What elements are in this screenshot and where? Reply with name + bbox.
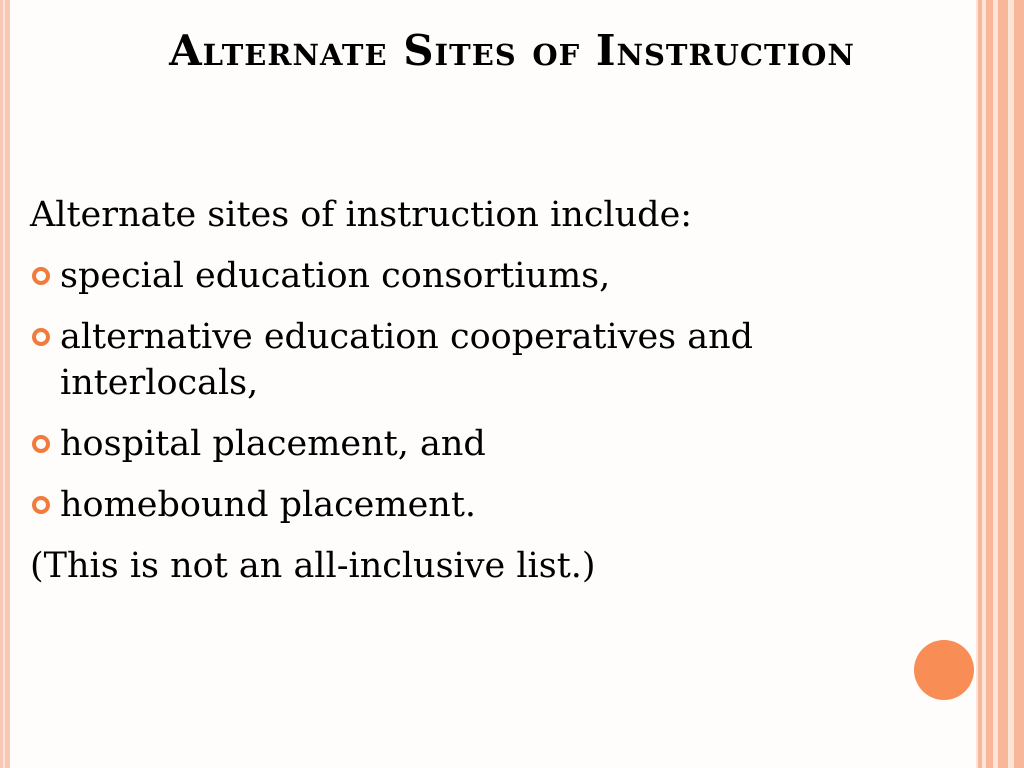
bullet-item <box>30 421 940 467</box>
ring-bullet-icon <box>32 496 50 514</box>
bullet-item <box>30 253 940 299</box>
right-stripe <box>978 0 982 768</box>
bullet-item <box>30 482 940 528</box>
note-text: (This is not an all-inclusive list.) <box>30 546 596 586</box>
bullet-item <box>30 314 940 406</box>
bullet-text: alternative education cooperatives and interlocals, <box>60 317 754 403</box>
slide-title: Alternate Sites of Instruction <box>169 26 855 75</box>
ring-bullet-icon <box>32 267 50 285</box>
ring-bullet-icon <box>32 328 50 346</box>
right-stripe <box>986 0 993 768</box>
intro-text: Alternate sites of instruction include: <box>30 195 693 235</box>
bullet-text: homebound placement. <box>60 485 477 525</box>
ring-bullet-icon <box>32 435 50 453</box>
orange-circle-icon <box>914 640 974 700</box>
right-stripe <box>1014 0 1024 768</box>
bullet-text: special education consortiums, <box>60 256 611 296</box>
right-border-band <box>976 0 1024 768</box>
bullet-text: hospital placement, and <box>60 424 486 464</box>
right-stripe <box>998 0 1008 768</box>
left-border-stripe <box>0 0 10 768</box>
slide-body <box>30 192 940 604</box>
